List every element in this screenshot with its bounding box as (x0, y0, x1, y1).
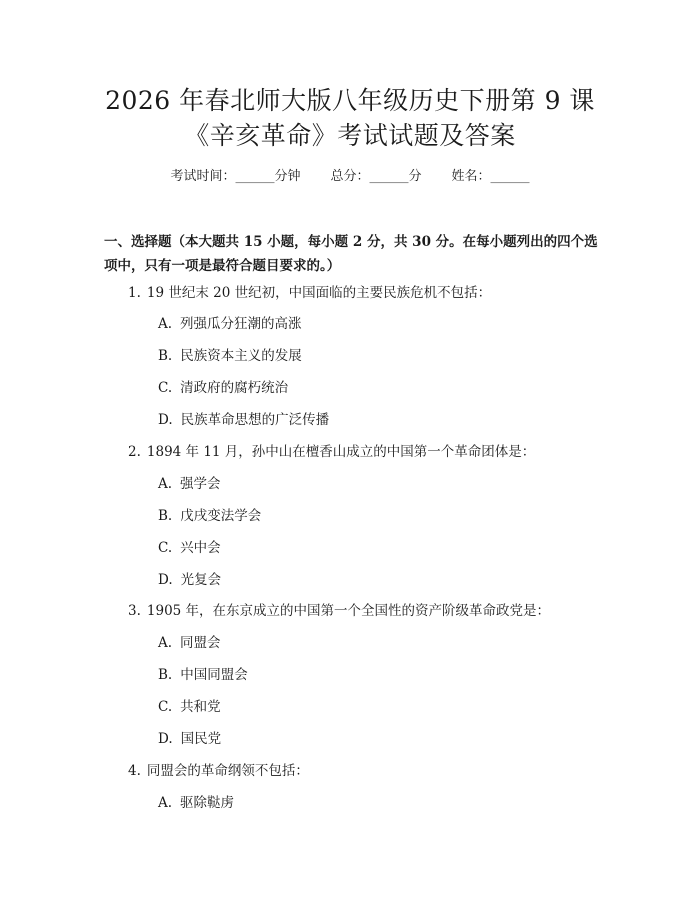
option-text: 国民党 (180, 731, 222, 747)
answer-option (158, 538, 221, 558)
student-name-field: 姓名：______ (451, 169, 530, 184)
answer-option (158, 570, 221, 590)
option-text: 中国同盟会 (180, 667, 248, 683)
option-letter: B. (158, 508, 173, 524)
option-letter: C. (158, 540, 173, 556)
answer-option (158, 474, 221, 494)
question-number: 3. (128, 603, 141, 619)
question (128, 761, 309, 781)
question-text: 同盟会的革命纲领不包括： (146, 763, 309, 779)
question-number: 4. (128, 763, 141, 779)
option-text: 兴中会 (180, 540, 221, 556)
question-text: 19 世纪末 20 世纪初，中国面临的主要民族危机不包括： (146, 285, 492, 301)
option-text: 强学会 (180, 476, 221, 492)
section-heading: 一、选择题（本大题共 15 小题，每小题 2 分，共 30 分。在每小题列出的四个选项中，只有一项是最符合题目要求的。） (104, 234, 598, 274)
answer-option (158, 506, 261, 526)
option-letter: B. (158, 667, 173, 683)
answer-option (158, 314, 302, 334)
question-text: 1905 年，在东京成立的中国第一个全国性的资产阶级革命政党是： (146, 603, 551, 619)
option-text: 驱除鞑虏 (180, 795, 235, 811)
answer-option (158, 410, 329, 430)
answer-option (158, 665, 248, 685)
option-text: 民族资本主义的发展 (180, 348, 302, 364)
option-text: 民族革命思想的广泛传播 (180, 412, 330, 428)
exam-meta-line (0, 167, 700, 187)
option-letter: C. (158, 699, 173, 715)
answer-option (158, 378, 288, 398)
option-text: 戊戌变法学会 (180, 508, 262, 524)
answer-option (158, 729, 221, 749)
question (128, 601, 550, 621)
total-score-field: 总分：______分 (330, 169, 422, 184)
option-letter: D. (158, 731, 173, 747)
option-text: 共和党 (180, 699, 221, 715)
option-text: 清政府的腐朽统治 (180, 380, 289, 396)
answer-option (158, 633, 221, 653)
question-number: 2. (128, 444, 141, 460)
question (128, 283, 491, 303)
answer-option (158, 346, 302, 366)
answer-option (158, 793, 234, 813)
option-letter: B. (158, 348, 173, 364)
option-letter: D. (158, 572, 173, 588)
document-title-line1: 2026 年春北师大版八年级历史下册第 9 课 (105, 86, 595, 115)
option-letter: C. (158, 380, 173, 396)
option-letter: A. (158, 795, 173, 811)
option-text: 同盟会 (180, 635, 221, 651)
option-letter: D. (158, 412, 173, 428)
question-number: 1. (128, 285, 141, 301)
option-letter: A. (158, 635, 173, 651)
option-text: 列强瓜分狂潮的高涨 (180, 316, 302, 332)
exam-time-field: 考试时间：______分钟 (170, 169, 301, 184)
question-text: 1894 年 11 月，孙中山在檀香山成立的中国第一个革命团体是： (146, 444, 536, 460)
option-letter: A. (158, 316, 173, 332)
document-title-line2: 《辛亥革命》考试试题及答案 (184, 121, 516, 150)
option-text: 光复会 (180, 572, 222, 588)
answer-option (158, 697, 221, 717)
option-letter: A. (158, 476, 173, 492)
question (128, 442, 535, 462)
